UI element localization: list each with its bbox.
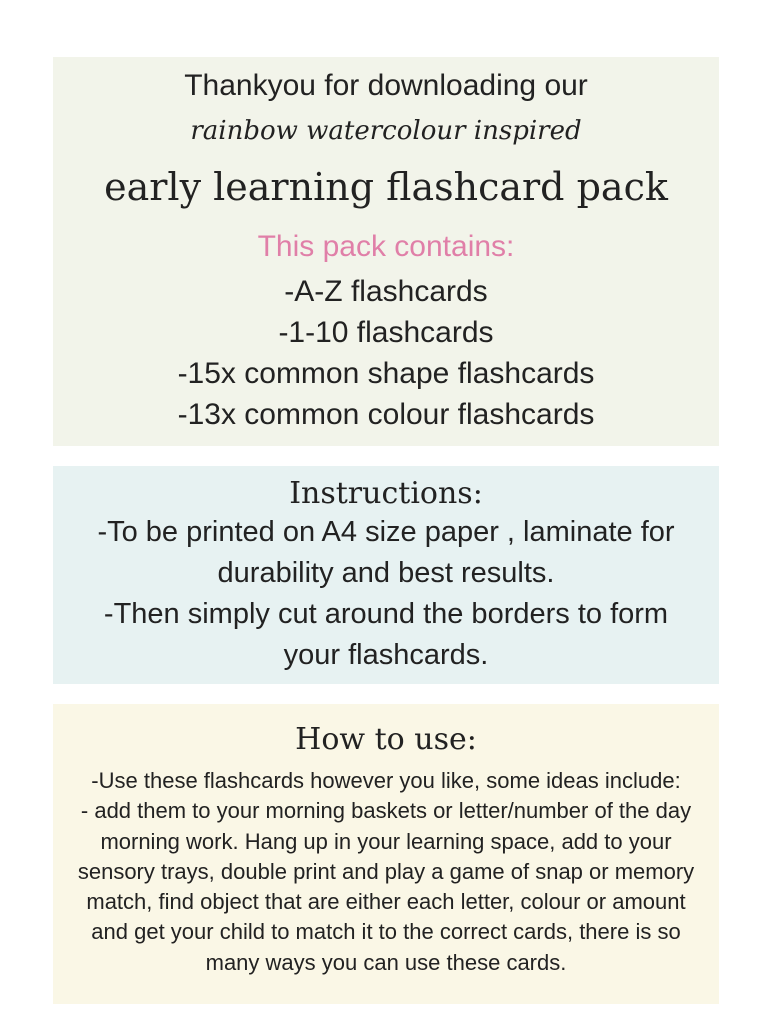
contents-item: -A-Z flashcards	[284, 275, 488, 308]
instructions-line: -Then simply cut around the borders to form	[103, 598, 669, 630]
instructions-panel	[53, 466, 719, 684]
how-to-use-line: - add them to your morning baskets or letter/number of the day	[80, 798, 692, 824]
how-to-use-heading: How to use:	[295, 722, 477, 757]
contents-item: -1-10 flashcards	[278, 316, 494, 349]
intro-title-text: early learning flashcard pack	[104, 165, 668, 209]
intro-subtitle-text: rainbow watercolour inspired	[190, 116, 582, 146]
instructions-line: your flashcards.	[283, 639, 489, 671]
how-to-use-line: and get your child to match it to the correct cards, there is so	[91, 919, 681, 945]
how-to-use-line: match, find object that are either each letter, colour or amount	[86, 889, 686, 915]
contents-item: -13x common colour flashcards	[177, 398, 595, 431]
how-to-use-line: -Use these flashcards however you like, some ideas include:	[91, 768, 681, 793]
instructions-line: -To be printed on A4 size paper , laminate for	[97, 516, 675, 548]
intro-panel	[53, 57, 719, 446]
instructions-line: durability and best results.	[217, 557, 555, 589]
how-to-use-panel	[53, 704, 719, 1004]
contents-heading: This pack contains:	[257, 230, 515, 263]
how-to-use-line: sensory trays, double print and play a game of snap or memory	[77, 858, 695, 884]
instructions-body	[63, 512, 709, 676]
how-to-use-body	[67, 766, 705, 978]
contents-item: -15x common shape flashcards	[177, 357, 595, 390]
contents-list	[53, 271, 719, 435]
how-to-use-line: morning work. Hang up in your learning space, add to your	[100, 828, 672, 854]
intro-thankyou-text: Thankyou for downloading our	[184, 69, 588, 102]
instructions-heading: Instructions:	[289, 476, 483, 511]
how-to-use-line: many ways you can use these cards.	[205, 949, 567, 975]
